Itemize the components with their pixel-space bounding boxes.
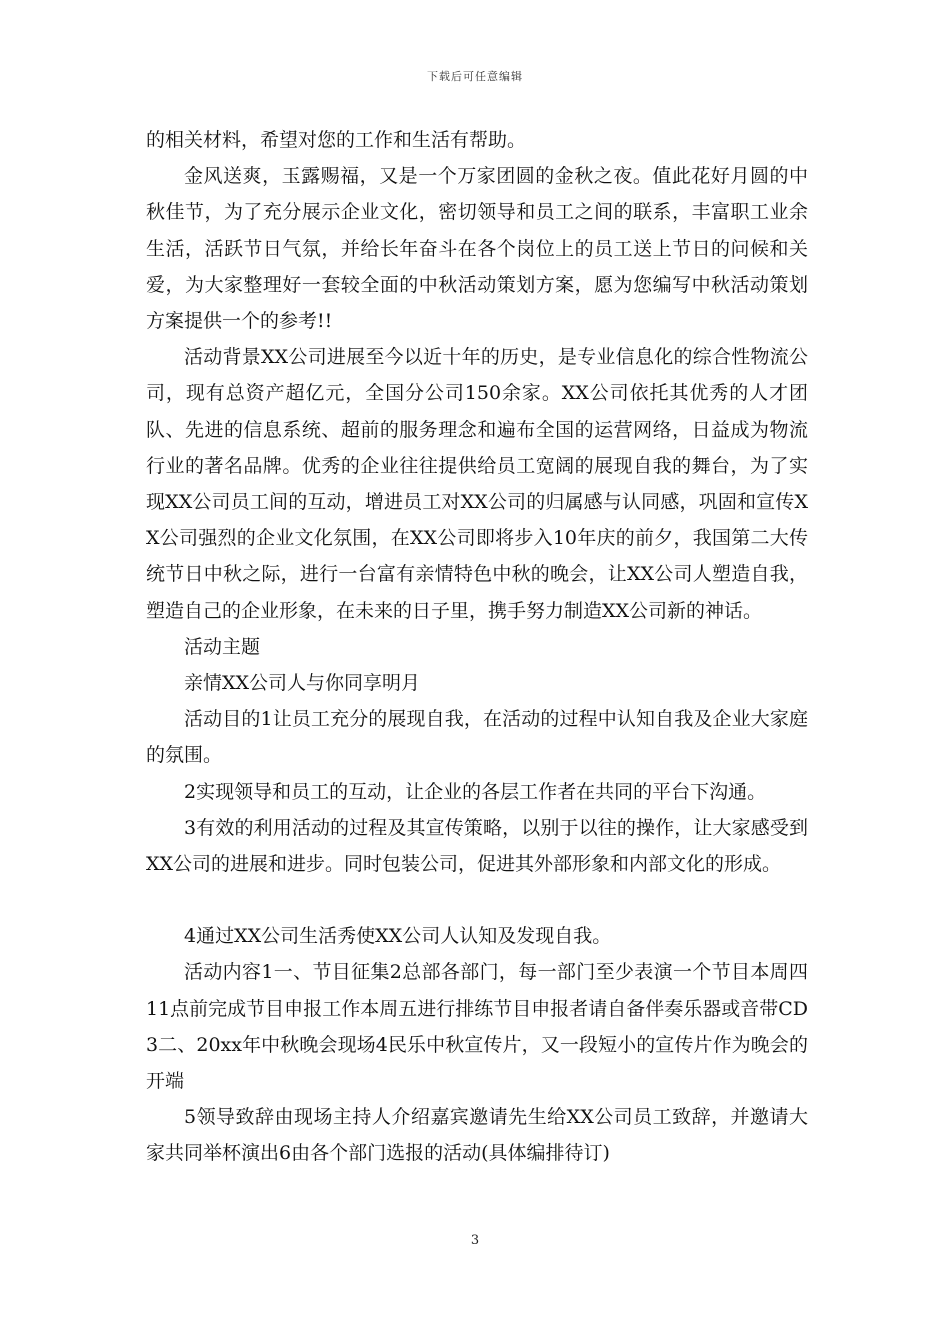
paragraph-activity-purpose-1: 活动目的1让员工充分的展现自我，在活动的过程中认知自我及企业大家庭的氛围。 [146, 708, 808, 767]
document-body [146, 122, 808, 1172]
paragraph-theme-text: 亲情XX公司人与你同享明月 [184, 672, 421, 695]
paragraph-spacer [146, 882, 808, 918]
paragraph-activity-background: 活动背景XX公司进展至今以近十年的历史，是专业信息化的综合性物流公司，现有总资产超亿元，全国分公司150余家。XX公司依托其优秀的人才团队、先进的信息系统、超前的服务理念和遍布全国的运营网络，日益成为物流行业的著名品牌。优秀的企业往往提供给员工宽阔的展现自我的舞台，为了实现XX公司员工间的互动，增进员工对XX公司的归属感与认同感，巩固和宣传XX公司强烈的企业文化氛围，在XX公司即将步入10年庆的前夕，我国第二大传统节日中秋之际，进行一台富有亲情特色中秋的晚会，让XX公司人塑造自我，塑造自己的企业形象，在未来的日子里，携手努力制造XX公司新的神话。 [146, 346, 808, 622]
paragraph-leader-speech: 5领导致辞由现场主持人介绍嘉宾邀请先生给XX公司员工致辞，并邀请大家共同举杯演出6由各个部门选报的活动(具体编排待订) [146, 1106, 808, 1165]
paragraph-activity-purpose-4: 4通过XX公司生活秀使XX公司人认知及发现自我。 [184, 925, 612, 948]
heading-activity-theme: 活动主题 [184, 635, 261, 658]
paragraph-intro-continuation: 的相关材料，希望对您的工作和生活有帮助。 [146, 129, 527, 151]
paragraph-activity-content: 活动内容1一、节目征集2总部各部门，每一部门至少表演一个节目本周四11点前完成节目申报工作本周五进行排练节目申报者请自备伴奏乐器或音带CD3二、20xx年中秋晚会现场4民乐中秋宣传片，又一段短小的宣传片作为晚会的开端 [146, 961, 808, 1093]
page-number: 3 [470, 1233, 480, 1248]
paragraph-activity-purpose-2: 2实现领导和员工的互动，让企业的各层工作者在共同的平台下沟通。 [184, 780, 767, 803]
page-header-note: 下载后可任意编辑 [427, 70, 523, 83]
paragraph-activity-purpose-3: 3有效的利用活动的过程及其宣传策略，以别于以往的操作，让大家感受到XX公司的进展和进步。同时包装公司，促进其外部形象和内部文化的形成。 [146, 816, 808, 876]
paragraph-mid-autumn-greeting: 金风送爽，玉露赐福，又是一个万家团圆的金秋之夜。值此花好月圆的中秋佳节，为了充分展示企业文化，密切领导和员工之间的联系，丰富职工业余生活，活跃节日气氛，并给长年奋斗在各个岗位上的员工送上节日的问候和关爱，为大家整理好一套较全面的中秋活动策划方案，愿为您编写中秋活动策划方案提供一个的参考!! [146, 165, 808, 333]
